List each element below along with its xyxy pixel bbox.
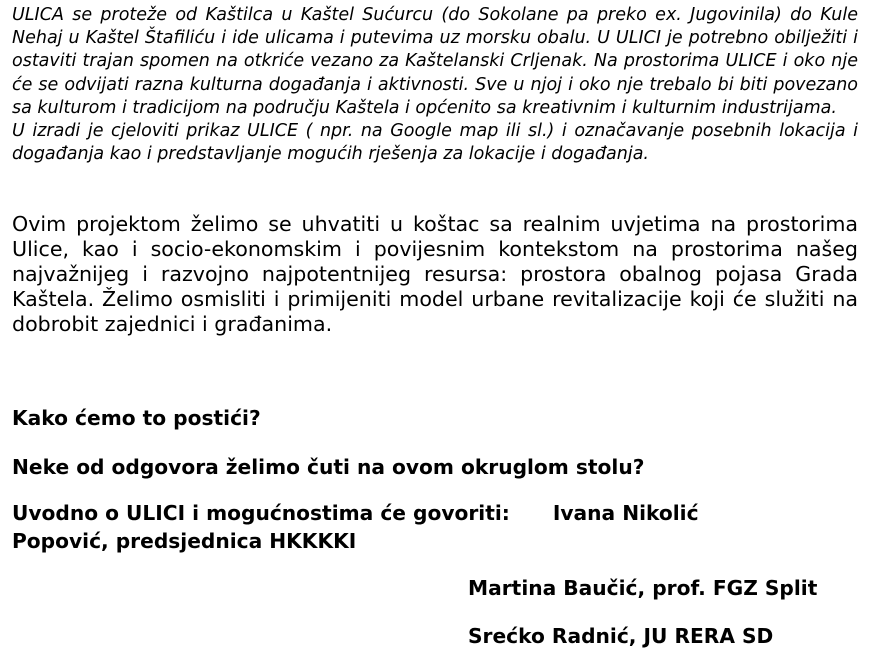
- ulica-description: [12, 4, 858, 166]
- project-paragraph: Ovim projektom želimo se uhvatiti u koštac sa realnim uvjetima na prostorima Ulice, kao i socio-ekonomskim i povijesnim kontekstom na prostorima našeg najvažnijeg i razvojno najpotentnijeg resursa: prostora obalnog pojasa Grada Kaštela. Želimo osmisliti i primijeniti model urbane revitalizacije koji će služiti na dobrobit zajednici i građanima.: [12, 212, 858, 337]
- document-page: [12, 4, 858, 648]
- intro-label: Uvodno o ULICI i mogućnostima će govoriti:: [12, 501, 510, 525]
- question-how: Kako ćemo to postići?: [12, 406, 261, 430]
- intro-speakers: [12, 499, 858, 555]
- ulica-paragraph: ULICA se proteže od Kaštilca u Kaštel Sućurcu (do Sokolane pa preko ex. Jugovinila) do Kule Nehaj u Kaštel Štafiliću i ide ulicama i putevima uz morsku obalu. U ULICI je potrebno obilježiti i ostaviti trajan spomen na otkriće vezano za Kaštelanski Crljenak. Na prostorima ULICE i oko nje će se odvijati razna kulturna događanja i aktivnosti. Sve u njoj i oko nje trebalo bi biti povezano sa kulturom i tradicijom na području Kaštela i općenito sa kreativnim i kulturnim industrijama.: [12, 5, 858, 118]
- speaker-1-rest: Popović, predsjednica HKKKKI: [12, 529, 357, 553]
- question-round-table: Neke od odgovora želimo čuti na ovom okruglom stolu?: [12, 455, 645, 479]
- project-description: [12, 212, 858, 337]
- speaker-2: Martina Baučić, prof. FGZ Split: [468, 576, 818, 600]
- speaker-1-first: Ivana Nikolić: [552, 501, 699, 525]
- speaker-3: Srećko Radnić, JU RERA SD: [468, 624, 774, 648]
- ulica-map-paragraph: U izradi je cjeloviti prikaz ULICE ( npr. na Google map ili sl.) i označavanje posebnih lokacija i događanja kao i predstavljanje mogućih rješenja za lokacije i događanja.: [12, 121, 858, 165]
